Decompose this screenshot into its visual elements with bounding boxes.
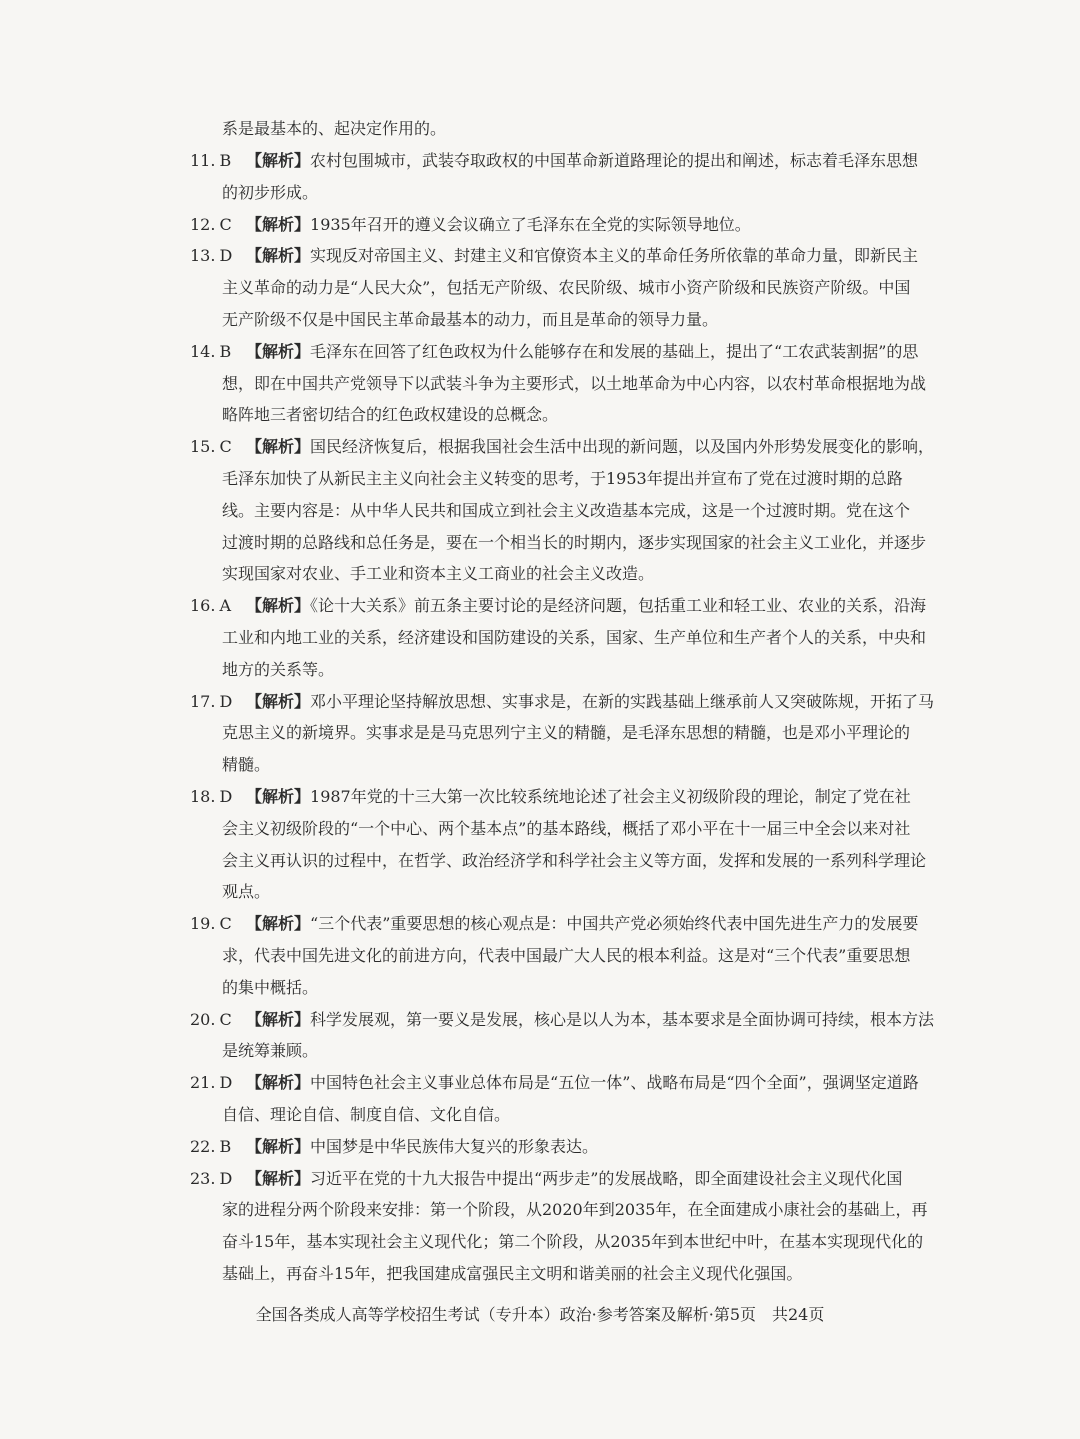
question-number: 18. (190, 787, 216, 806)
explanation-line: 的初步形成。 (222, 182, 319, 202)
explanation-text: 农村包围城市，武装夺取政权的中国革命新道路理论的提出和阐述，标志着毛泽东思想 (310, 151, 919, 170)
answer-number (190, 1072, 232, 1094)
explanation-line (246, 1168, 974, 1190)
answer-letter: B (219, 151, 232, 170)
answer-number (190, 913, 232, 935)
explanation-line (246, 436, 974, 458)
analysis-tag: 【解析】 (246, 691, 311, 711)
explanation-line: 观点。 (222, 882, 271, 902)
analysis-tag: 【解析】 (246, 1168, 311, 1188)
explanation-line: 精髓。 (222, 755, 271, 775)
answer-letter: D (219, 691, 233, 711)
question-number: 14. (190, 341, 216, 361)
explanation-line (246, 1136, 974, 1158)
answer-letter: A (219, 596, 232, 616)
explanation-text: 科学发展观，第一要义是发展，核心是以人为本，基本要求是全面协调可持续，根本方法 (310, 1009, 935, 1029)
explanation-line: 会主义初级阶段的“一个中心、两个基本点”的基本路线，概括了邓小平在十一届三中全会以来对社 (222, 818, 911, 838)
explanation-line: 无产阶级不仅是中国民主革命最基本的动力，而且是革命的领导力量。 (222, 310, 719, 329)
explanation-line: 实现国家对农业、手工业和资本主义工商业的社会主义改造。 (222, 564, 655, 584)
explanation-text: 1987年党的十三大第一次比较系统地论述了社会主义初级阶段的理论，制定了党在社 (310, 787, 911, 806)
question-number: 11. (190, 151, 216, 170)
answer-letter: B (219, 1136, 232, 1156)
question-number: 17. (190, 691, 216, 711)
explanation-line (246, 341, 974, 363)
explanation-text: 中国梦是中华民族伟大复兴的形象表达。 (310, 1136, 599, 1156)
explanation-line: 会主义再认识的过程中，在哲学、政治经济学和科学社会主义等方面，发挥和发展的一系列科学理论 (222, 850, 927, 870)
explanation-line: 线。主要内容是：从中华人民共和国成立到社会主义改造基本完成，这是一个过渡时期。党在这个 (222, 500, 911, 520)
explanation-line (246, 691, 974, 713)
analysis-tag: 【解析】 (246, 214, 311, 234)
explanation-line (246, 786, 974, 808)
explanation-line: 的集中概括。 (222, 977, 319, 997)
explanation-text: 国民经济恢复后，根据我国社会生活中出现的新问题，以及国内外形势发展变化的影响， (310, 437, 935, 457)
answer-number (190, 786, 232, 808)
explanation-text: 中国特色社会主义事业总体布局是“五位一体”、战略布局是“四个全面”，强调坚定道路 (310, 1073, 919, 1093)
explanation-line: 奋斗15年，基本实现社会主义现代化；第二个阶段，从2035年到本世纪中叶，在基本实现现代化的 (222, 1232, 924, 1252)
explanation-line: 主义革命的动力是“人民大众”，包括无产阶级、农民阶级、城市小资产阶级和民族资产阶级。中国 (222, 278, 911, 298)
explanation-line: 克思主义的新境界。实事求是是马克思列宁主义的精髓，是毛泽东思想的精髓，也是邓小平理论的 (222, 723, 911, 743)
continuation-line: 系是最基本的、起决定作用的。 (222, 119, 447, 138)
question-number: 23. (190, 1168, 216, 1188)
analysis-tag: 【解析】 (246, 1009, 311, 1029)
explanation-line (246, 1072, 974, 1094)
answer-number (190, 1168, 232, 1190)
answer-letter: D (219, 246, 233, 266)
explanation-line (246, 595, 974, 617)
question-number: 22. (190, 1136, 216, 1156)
explanation-text: 毛泽东在回答了红色政权为什么能够存在和发展的基础上，提出了“工农武装割据”的思 (310, 341, 919, 361)
analysis-tag: 【解析】 (246, 1136, 311, 1156)
answer-letter: C (219, 1009, 232, 1029)
explanation-line: 求，代表中国先进文化的前进方向，代表中国最广大人民的根本利益。这是对“三个代表”重要思想 (222, 946, 911, 965)
explanation-line (246, 214, 974, 236)
analysis-tag: 【解析】 (246, 151, 311, 170)
analysis-tag: 【解析】 (246, 1073, 311, 1093)
answer-letter: D (219, 787, 233, 806)
question-number: 13. (190, 246, 216, 266)
answer-number (190, 691, 232, 713)
explanation-line: 想，即在中国共产党领导下以武装斗争为主要形式，以土地革命为中心内容，以农村革命根据地为战 (222, 373, 927, 393)
answer-number (190, 214, 232, 236)
analysis-tag: 【解析】 (246, 787, 311, 806)
question-number: 16. (190, 596, 216, 616)
explanation-text: “三个代表”重要思想的核心观点是：中国共产党必须始终代表中国先进生产力的发展要 (310, 914, 919, 934)
analysis-tag: 【解析】 (246, 914, 311, 934)
analysis-tag: 【解析】 (246, 596, 311, 616)
explanation-line: 过渡时期的总路线和总任务是，要在一个相当长的时期内，逐步实现国家的社会主义工业化，并逐步 (222, 532, 927, 552)
question-number: 12. (190, 214, 216, 234)
analysis-tag: 【解析】 (246, 341, 311, 361)
question-number: 19. (190, 914, 216, 934)
explanation-line: 自信、理论自信、制度自信、文化自信。 (222, 1105, 511, 1124)
explanation-line: 基础上，再奋斗15年，把我国建成富强民主文明和谐美丽的社会主义现代化强国。 (222, 1264, 803, 1283)
explanation-text: 习近平在党的十九大报告中提出“两步走”的发展战略，即全面建设社会主义现代化国 (310, 1168, 903, 1188)
explanation-line: 略阵地三者密切结合的红色政权建设的总概念。 (222, 405, 559, 425)
answer-number (190, 1136, 231, 1158)
answer-number (190, 436, 232, 458)
answer-letter: D (219, 1073, 233, 1093)
question-number: 21. (190, 1073, 216, 1093)
question-number: 15. (190, 437, 216, 457)
answer-letter: C (219, 914, 232, 934)
answer-number (190, 595, 231, 617)
answer-letter: B (219, 341, 232, 361)
explanation-line (246, 913, 974, 935)
explanation-text: 邓小平理论坚持解放思想、实事求是，在新的实践基础上继承前人又突破陈规，开拓了马 (310, 691, 935, 711)
answer-number (190, 1009, 232, 1031)
answer-number (190, 150, 231, 172)
answer-letter: C (219, 437, 232, 457)
answer-number (190, 341, 231, 363)
explanation-line (246, 245, 974, 267)
explanation-line: 工业和内地工业的关系，经济建设和国防建设的关系，国家、生产单位和生产者个人的关系，中央和 (222, 628, 927, 647)
analysis-tag: 【解析】 (246, 246, 311, 266)
page-footer: 全国各类成人高等学校招生考试（专升本）政治·参考答案及解析·第5页 共24页 (255, 1305, 825, 1324)
explanation-text: 《论十大关系》前五条主要讨论的是经济问题，包括重工业和轻工业、农业的关系，沿海 (310, 596, 927, 616)
explanation-line: 地方的关系等。 (222, 659, 335, 679)
question-number: 20. (190, 1009, 216, 1029)
answer-letter: D (219, 1168, 233, 1188)
explanation-line: 是统筹兼顾。 (222, 1041, 319, 1061)
answer-letter: C (219, 214, 232, 234)
analysis-tag: 【解析】 (246, 437, 311, 457)
explanation-text: 1935年召开的遵义会议确立了毛泽东在全党的实际领导地位。 (310, 214, 751, 234)
explanation-text: 实现反对帝国主义、封建主义和官僚资本主义的革命任务所依靠的革命力量，即新民主 (310, 246, 919, 266)
answer-number (190, 245, 232, 267)
explanation-line: 毛泽东加快了从新民主主义向社会主义转变的思考，于1953年提出并宣布了党在过渡时期的总路 (222, 469, 903, 488)
explanation-line (246, 1009, 974, 1031)
explanation-line (246, 150, 974, 172)
explanation-line: 家的进程分两个阶段来安排：第一个阶段，从2020年到2035年，在全面建成小康社会的基础上，再 (222, 1200, 928, 1220)
